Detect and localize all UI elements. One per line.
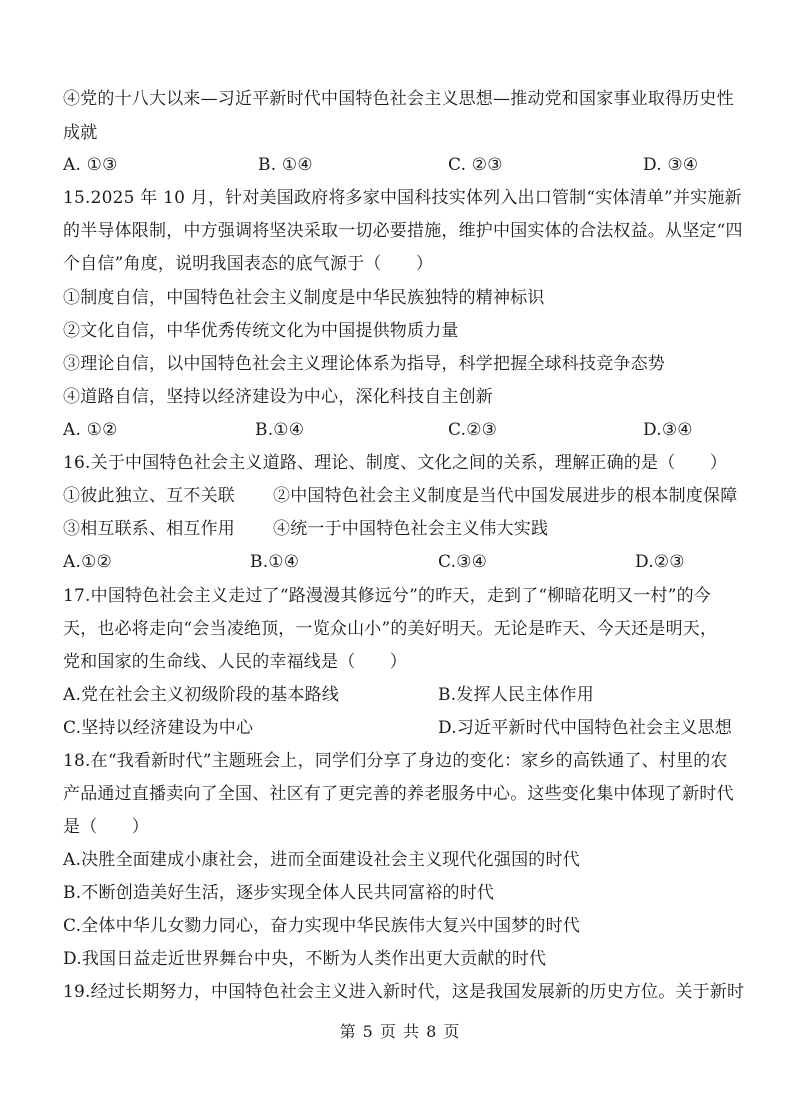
q18-stem-line2: 产品通过直播卖向了全国、社区有了更完善的养老服务中心。这些变化集中体现了新时代: [63, 784, 734, 804]
q18-option-d: D.我国日益走近世界舞台中央，不断为人类作出更大贡献的时代: [63, 949, 547, 969]
q17-stem-line3: 党和国家的生命线、人民的幸福线是（ ）: [63, 652, 407, 672]
page-number-footer: 第 5 页 共 8 页: [339, 1022, 461, 1041]
q16-stem: 16.关于中国特色社会主义道路、理论、制度、文化之间的关系，理解正确的是（ ）: [63, 453, 728, 473]
q17-stem-line2: 天，也必将走向“会当凌绝顶，一览众山小”的美好明天。无论是昨天、今天还是明天，: [63, 619, 718, 639]
q14-item-4-line1: ④党的十八大以来—习近平新时代中国特色社会主义思想—推动党和国家事业取得历史性: [63, 89, 734, 109]
q15-option-d: D.③④: [643, 420, 693, 440]
q16-item-4: ④统一于中国特色社会主义伟大实践: [273, 519, 549, 539]
q18-option-a: A.决胜全面建成小康社会，进而全面建设社会主义现代化强国的时代: [63, 850, 580, 870]
q17-option-b: B.发挥人民主体作用: [438, 685, 594, 705]
q15-item-2: ②文化自信，中华优秀传统文化为中国提供物质力量: [63, 321, 459, 341]
q17-option-c: C.坚持以经济建设为中心: [63, 718, 254, 738]
q15-item-1: ①制度自信，中国特色社会主义制度是中华民族独特的精神标识: [63, 288, 545, 308]
q15-item-3: ③理论自信，以中国特色社会主义理论体系为指导，科学把握全球科技竞争态势: [63, 354, 665, 374]
q16-option-b: B.①④: [250, 552, 300, 572]
q19-stem-line1: 19.经过长期努力，中国特色社会主义进入新时代，这是我国发展新的历史方位。关于新时: [63, 982, 745, 1002]
q15-item-4: ④道路自信，坚持以经济建设为中心，深化科技自主创新: [63, 387, 493, 407]
q16-option-a: A.①②: [63, 552, 112, 572]
q15-option-b: B.①④: [255, 420, 305, 440]
q15-option-a: A. ①②: [63, 420, 118, 440]
q18-option-c: C.全体中华儿女勠力同心，奋力实现中华民族伟大复兴中国梦的时代: [63, 916, 581, 936]
q16-item-2: ②中国特色社会主义制度是当代中国发展进步的根本制度保障: [273, 486, 738, 506]
q16-item-3: ③相互联系、相互作用: [63, 519, 235, 539]
q17-stem-line1: 17.中国特色社会主义走过了“路漫漫其修远兮”的昨天，走到了“柳暗花明又一村”的今: [63, 586, 711, 606]
q16-option-d: D.②③: [635, 552, 685, 572]
q14-option-c: C. ②③: [448, 155, 503, 175]
q14-option-a: A. ①③: [63, 155, 118, 175]
q14-option-d: D. ③④: [643, 155, 699, 175]
q18-stem-line1: 18.在“我看新时代”主题班会上，同学们分享了身边的变化：家乡的高铁通了、村里的农: [63, 751, 728, 771]
q18-stem-line3: 是（ ）: [63, 817, 149, 837]
q15-option-c: C.②③: [448, 420, 498, 440]
q15-stem-line1: 15.2025 年 10 月，针对美国政府将多家中国科技实体列入出口管制“实体清单”并实施新: [63, 188, 742, 208]
q17-option-a: A.党在社会主义初级阶段的基本路线: [63, 685, 340, 705]
q17-option-d: D.习近平新时代中国特色社会主义思想: [438, 718, 733, 738]
q15-stem-line3: 个自信”角度，说明我国表态的底气源于（ ）: [63, 254, 434, 274]
q14-item-4-line2: 成就: [63, 123, 98, 143]
q16-item-1: ①彼此独立、互不关联: [63, 486, 235, 506]
q16-option-c: C.③④: [438, 552, 488, 572]
q18-option-b: B.不断创造美好生活，逐步实现全体人民共同富裕的时代: [63, 883, 495, 903]
q15-stem-line2: 的半导体限制，中方强调将坚决采取一切必要措施，维护中国实体的合法权益。从坚定“四: [63, 221, 743, 241]
q14-option-b: B. ①④: [258, 155, 313, 175]
